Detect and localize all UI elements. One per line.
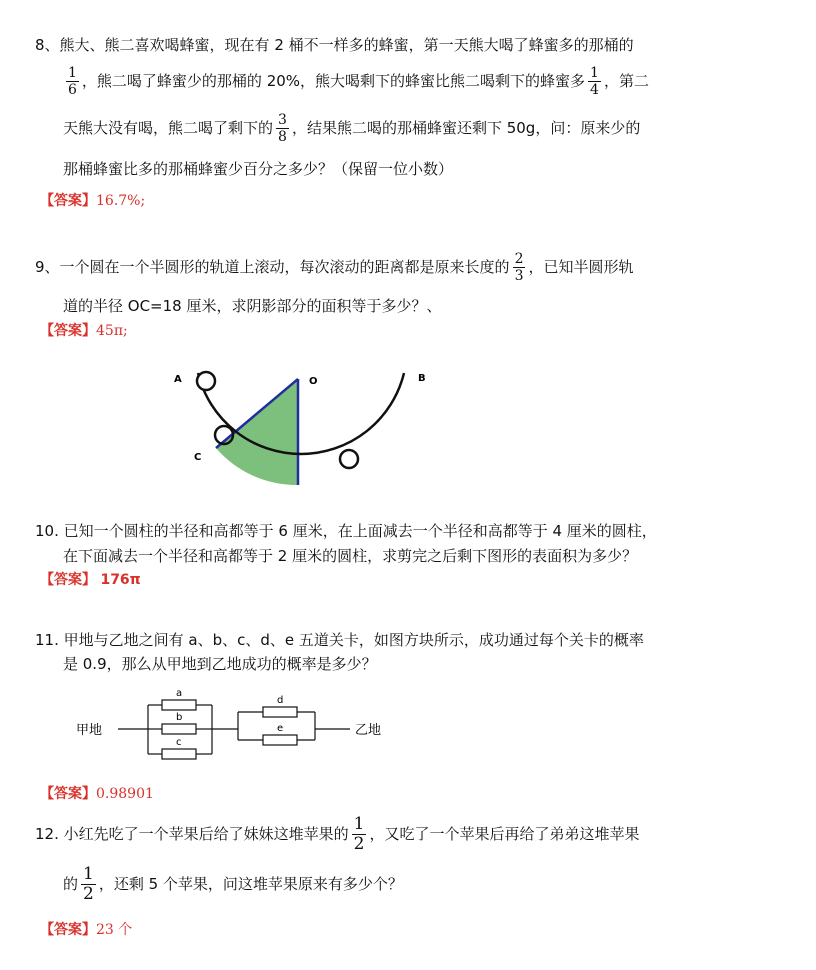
q12-answer: [40, 921, 132, 939]
q9-answer-label: 【答案】: [40, 323, 96, 339]
q12-fraction-2: $\frac{1}{2}$: [83, 864, 94, 904]
q8-line1: [35, 35, 634, 55]
label-b: B: [418, 373, 426, 384]
q10-line1: [35, 521, 657, 541]
q9-semicircle-figure: [160, 360, 460, 500]
label-end: 乙地: [355, 723, 382, 738]
q8-answer-label: 【答案】: [40, 193, 96, 209]
q9-answer: [40, 322, 128, 340]
gate-e-label: e: [277, 723, 284, 734]
label-o: O: [309, 376, 318, 387]
shaded-region: [216, 379, 298, 485]
q9-number: 9、: [35, 258, 60, 276]
q9-answer-value: 45π;: [96, 323, 128, 339]
q9-text-1a: 一个圆在一个半圆形的轨道上滚动，每次滚动的距离都是原来长度的: [59, 258, 510, 276]
rolling-circle-bottom: [340, 450, 358, 468]
q11-answer: [40, 785, 154, 803]
gate-a-label: a: [176, 688, 183, 699]
q8-line4: 那桶蜂蜜比多的那桶蜂蜜少百分之多少？（保留一位小数）: [63, 160, 454, 178]
q9-line2: 道的半径 OC=18 厘米，求阴影部分的面积等于多少？、: [63, 297, 442, 315]
q8-answer: [40, 192, 145, 210]
q12-line2: [63, 862, 403, 906]
rolling-circle-a: [197, 372, 215, 390]
q11-answer-value: 0.98901: [96, 786, 154, 802]
gate-a-box: [162, 700, 196, 710]
q10-text-1: 已知一个圆柱的半径和高都等于 6 厘米，在上面减去一个半径和高都等于 4 厘米的圆柱，: [63, 522, 657, 540]
q11-answer-label: 【答案】: [40, 786, 96, 802]
q10-answer-label: 【答案】: [40, 572, 96, 588]
q8-answer-value: 16.7%;: [96, 193, 146, 209]
q8-text-1: 熊大、熊二喜欢喝蜂蜜，现在有 2 桶不一样多的蜂蜜，第一天熊大喝了蜂蜜多的那桶的: [59, 36, 634, 54]
label-a: A: [174, 374, 182, 385]
q12-line1: [35, 812, 640, 856]
q8-text-3a: 天熊大没有喝，熊二喝了剩下的: [63, 119, 274, 137]
gate-b-label: b: [176, 712, 183, 723]
q10-answer: [40, 571, 141, 589]
gate-c-label: c: [176, 737, 182, 748]
gate-c-box: [162, 749, 196, 759]
q8-fraction-1: $\frac{1}{6}$: [68, 65, 77, 98]
q12-answer-value: 23 个: [96, 922, 133, 938]
q11-line1: [35, 630, 644, 650]
q12-text-1a: 小红先吃了一个苹果后给了妹妹这堆苹果的: [63, 825, 349, 843]
q12-answer-label: 【答案】: [40, 922, 96, 938]
q11-circuit-diagram: [70, 682, 400, 767]
q11-line2: 是 0.9，那么从甲地到乙地成功的概率是多少？: [63, 655, 377, 673]
label-c: C: [194, 452, 202, 463]
q9-text-1b: ，已知半圆形轨: [528, 258, 634, 276]
gate-b-box: [162, 724, 196, 734]
q8-text-2b: ，第二: [603, 72, 649, 90]
q12-text-2b: ，还剩 5 个苹果，问这堆苹果原来有多少个？: [98, 875, 403, 893]
q11-number: 11.: [35, 631, 59, 649]
gate-d-label: d: [277, 695, 284, 706]
q12-number: 12.: [35, 825, 59, 843]
q8-number: 8、: [35, 36, 60, 54]
q8-fraction-2: $\frac{1}{4}$: [590, 65, 599, 98]
q11-text-1: 甲地与乙地之间有 a、b、c、d、e 五道关卡，如图方块所示，成功通过每个关卡的概率: [63, 631, 644, 649]
gate-d-box: [263, 707, 297, 717]
q10-answer-value: 176π: [100, 572, 141, 588]
q9-line1: [35, 250, 634, 284]
q8-fraction-3: $\frac{3}{8}$: [278, 112, 287, 145]
q10-line2: 在下面减去一个半径和高都等于 2 厘米的圆柱，求剪完之后剩下图形的表面积为多少？: [63, 547, 638, 565]
q8-text-2a: ，熊二喝了蜂蜜少的那桶的 20%，熊大喝剩下的蜂蜜比熊二喝剩下的蜂蜜多: [81, 72, 586, 90]
gate-e-box: [263, 735, 297, 745]
q12-text-2a: 的: [63, 875, 79, 893]
label-start: 甲地: [76, 723, 103, 738]
q8-line3: [63, 111, 640, 145]
q12-text-1b: ，又吃了一个苹果后再给了弟弟这堆苹果: [369, 825, 640, 843]
q12-fraction-1: $\frac{1}{2}$: [353, 814, 365, 854]
q9-fraction: $\frac{2}{3}$: [514, 251, 524, 284]
q10-number: 10.: [35, 522, 59, 540]
q8-line2: [63, 64, 649, 98]
q8-text-3b: ，结果熊二喝的那桶蜂蜜还剩下 50g，问：原来少的: [291, 119, 641, 137]
